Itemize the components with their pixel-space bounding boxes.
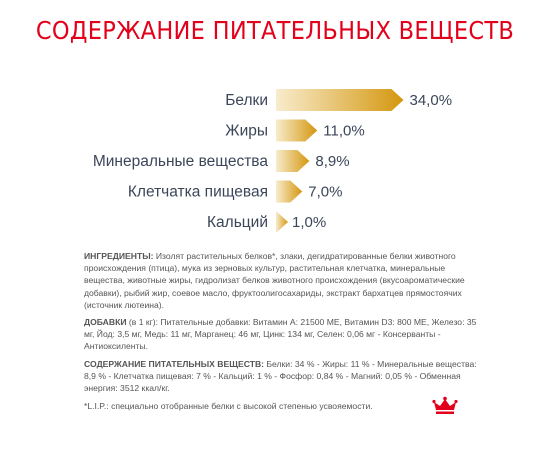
ingredients-block: [84, 250, 484, 311]
bar: [276, 181, 302, 203]
category-label: Жиры: [225, 122, 268, 140]
bar-row: [225, 89, 452, 111]
value-label: 34,0%: [409, 92, 453, 109]
ingredients-text: Изолят растительных белков*, злаки, дегидратированные белки животного происхождения (птица), мука из зерновых культур, растительная клетчатка, минеральные вещества, животные жиры, гидролизат белков животного происхождения (вкусоароматические добавки), рыбий жир, соевое масло, фруктоолигосахариды, экстракт бархатцев прямостоячих (источник лютеина).: [84, 251, 465, 310]
value-label: 7,0%: [308, 183, 343, 201]
bar-row: [225, 120, 364, 142]
nutrient-bar-chart: [0, 80, 550, 250]
value-label: 8,9%: [315, 153, 350, 170]
category-label: Белки: [225, 92, 268, 109]
category-label: Клетчатка пищевая: [127, 183, 268, 201]
additives-text: : Питательные добавки: Витамин А: 21500 МЕ, Витамин D3: 800 МЕ, Железо: 35 мг, Йод: 3,5 мг, Медь: 11 мг, Марганец: 46 мг, Цинк: 134 мг, Селен: 0,06 мг - Консерванты - Антиоксиленты.: [84, 317, 477, 352]
value-label: 11,0%: [323, 122, 365, 140]
additives-block: [84, 316, 484, 353]
value-label: 1,0%: [292, 214, 327, 231]
additives-sub: (в 1 кг): [126, 317, 156, 327]
footnote: *L.I.P.: специально отобранные белки с высокой степенью усвояемости.: [84, 401, 373, 411]
bar-row: [93, 150, 350, 172]
nutrients-text: Белки: 34 % - Жиры: 11 % - Минеральные вещества: 8,9 % - Клетчатка пищевая: 7 % - Кальций: 1 % - Фосфор: 0,84 % - Магний: 0,05 % - Обменная энергия: 3512 ккал/кг.: [84, 359, 477, 394]
nutrients-label: СОДЕРЖАНИЕ ПИТАТЕЛЬНЫХ ВЕЩЕСТВ:: [84, 359, 265, 369]
bar-row: [207, 211, 326, 233]
category-label: Кальций: [207, 214, 268, 231]
additives-label: ДОБАВКИ: [84, 317, 127, 327]
page-title: СОДЕРЖАНИЕ ПИТАТЕЛЬНЫХ ВЕЩЕСТВ: [35, 16, 515, 45]
royal-canin-crown-icon: [432, 396, 458, 418]
nutrients-block: [84, 358, 484, 395]
bar: [276, 150, 309, 172]
category-label: Минеральные вещества: [92, 153, 268, 170]
bar-row: [128, 181, 343, 203]
bar: [276, 89, 404, 111]
ingredients-label: ИНГРЕДИЕНТЫ:: [84, 251, 154, 261]
bar: [276, 120, 317, 142]
bar: [276, 211, 288, 233]
